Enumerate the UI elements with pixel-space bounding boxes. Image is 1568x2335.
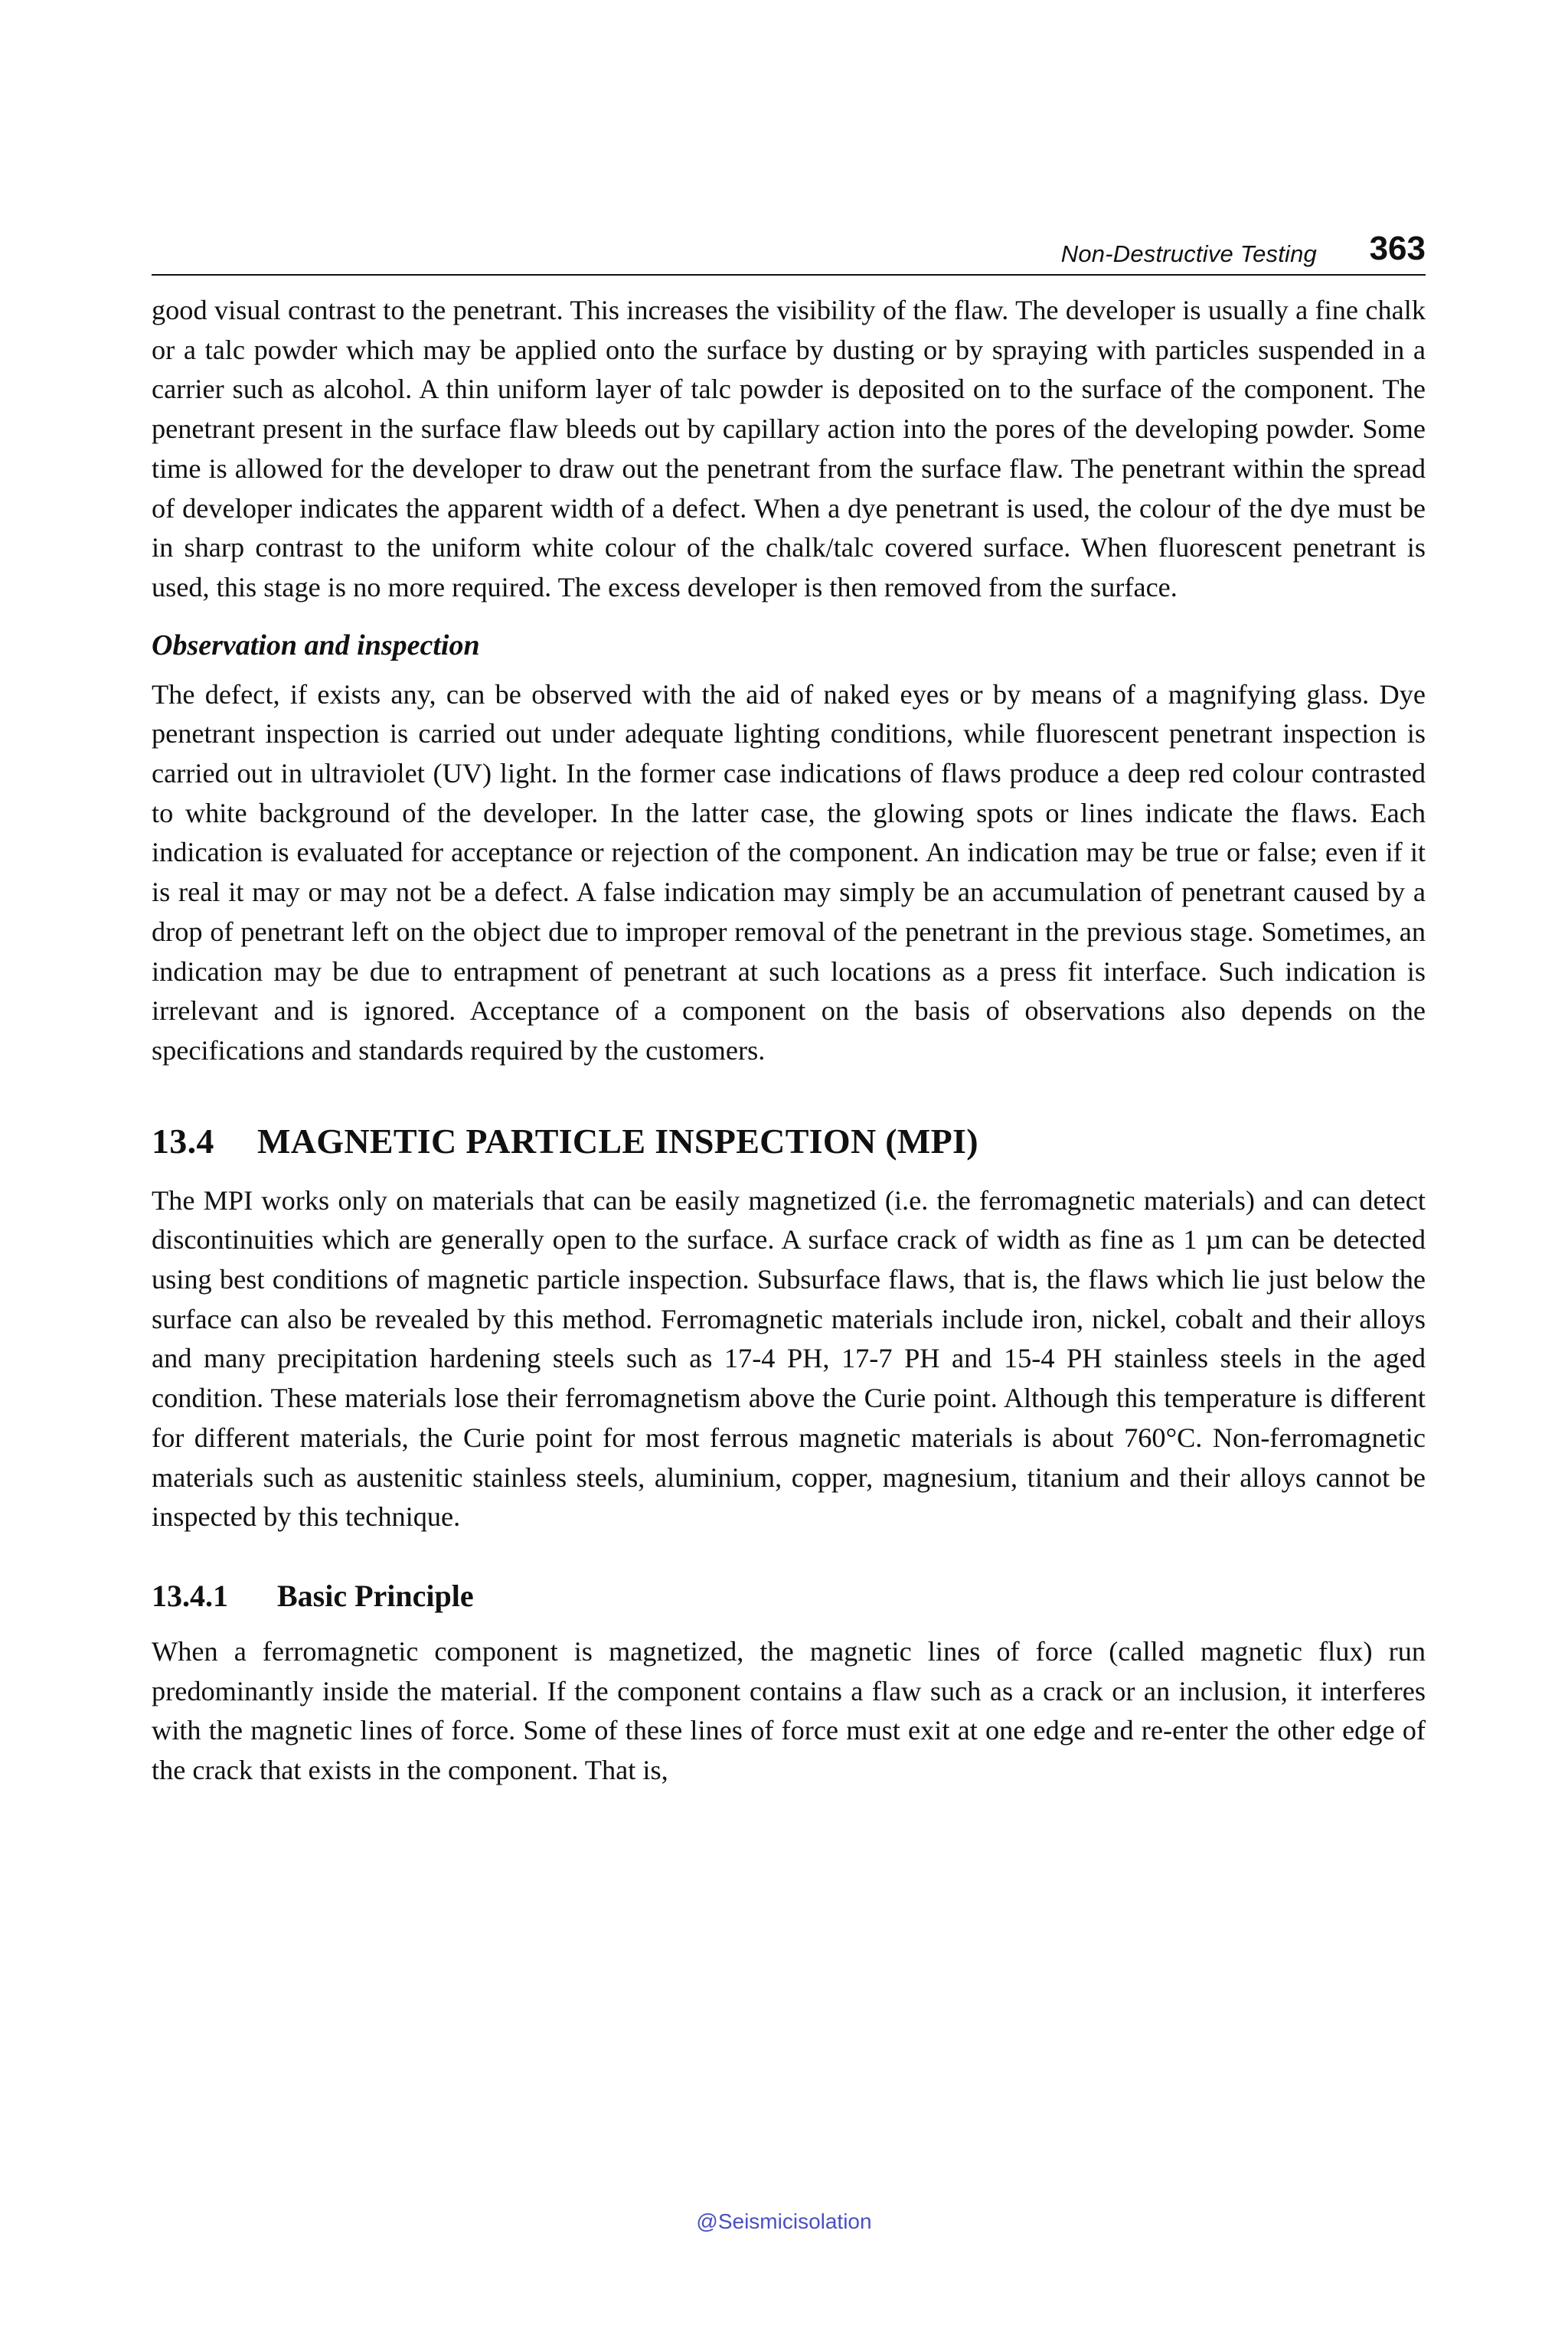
subsection-number: 13.4.1 (152, 1578, 228, 1613)
paragraph-developer: good visual contrast to the penetrant. This increases the visibility of the flaw. The developer is usually a fine chalk or a talc powder which may be applied onto the surface by dusting or by spraying with particles suspended in a carrier such as alcohol. A thin uniform layer of talc powder is deposited on to the surface of the component. The penetrant present in the surface flaw bleeds out by capillary action into the pores of the developing powder. Some time is allowed for the developer to draw out the penetrant from the surface flaw. The penetrant within the spread of developer indicates the apparent width of a defect. When a dye penetrant is used, the colour of the dye must be in sharp contrast to the uniform white colour of the chalk/talc covered surface. When fluorescent penetrant is used, this stage is no more required. The excess developer is then removed from the surface. (152, 295, 1426, 603)
paragraph-basic-principle: When a ferromagnetic component is magnetized, the magnetic lines of force (called magnetic flux) run predominantly inside the material. If the component contains a flaw such as a crack or an inclusion, it interferes with the magnetic lines of force. Some of these lines of force must exit at one edge and re-enter the other edge of the crack that exists in the component. That is, (152, 1635, 1426, 1786)
paragraph-mpi: The MPI works only on materials that can be easily magnetized (i.e. the ferromagnetic materials) and can detect discontinuities which are generally open to the surface. A surface crack of width as fine as 1 µm can be detected using best conditions of magnetic particle inspection. Subsurface flaws, that is, the flaws which lie just below the surface can also be revealed by this method. Ferromagnetic materials include iron, nickel, cobalt and their alloys and many precipitation hardening steels such as 17-4 PH, 17-7 PH and 15-4 PH stainless steels in the aged condition. These materials lose their ferromagnetism above the Curie point. Although this temperature is different for different materials, the Curie point for most ferrous magnetic materials is about 760°C. Non-ferromagnetic materials such as austenitic stainless steels, aluminium, copper, magnesium, titanium and their alloys cannot be inspected by this technique. (152, 1184, 1426, 1533)
document-page (152, 222, 1426, 1791)
running-title: Non-Destructive Testing (1060, 240, 1317, 267)
running-header (152, 222, 1426, 276)
page-number: 363 (1369, 230, 1426, 267)
paragraph-observation: The defect, if exists any, can be observed with the aid of naked eyes or by means of a magnifying glass. Dye penetrant inspection is carried out under adequate lighting conditions, while fluorescent penetrant inspection is carried out in ultraviolet (UV) light. In the former case indications of flaws produce a deep red colour contrasted to white background of the developer. In the latter case, the glowing spots or lines indicate the flaws. Each indication is evaluated for acceptance or rejection of the component. An indication may be true or false; even if it is real it may or may not be a defect. A false indication may simply be an accumulation of penetrant caused by a drop of penetrant left on the object due to improper removal of the penetrant in the previous stage. Sometimes, an indication may be due to entrapment of penetrant at such locations as a press fit interface. Such indication is irrelevant and is ignored. Acceptance of a component on the basis of observations also depends on the specifications and standards required by the customers. (152, 678, 1426, 1066)
watermark: @Seismicisolation (696, 2209, 872, 2233)
page-body (152, 291, 1426, 1791)
subsection-title: Basic Principle (277, 1578, 474, 1613)
section-heading (152, 1119, 1426, 1164)
subhead-observation: Observation and inspection (152, 629, 480, 661)
section-title: MAGNETIC PARTICLE INSPECTION (MPI) (257, 1121, 978, 1161)
section-number: 13.4 (152, 1121, 214, 1161)
subsection-heading (152, 1576, 1426, 1617)
